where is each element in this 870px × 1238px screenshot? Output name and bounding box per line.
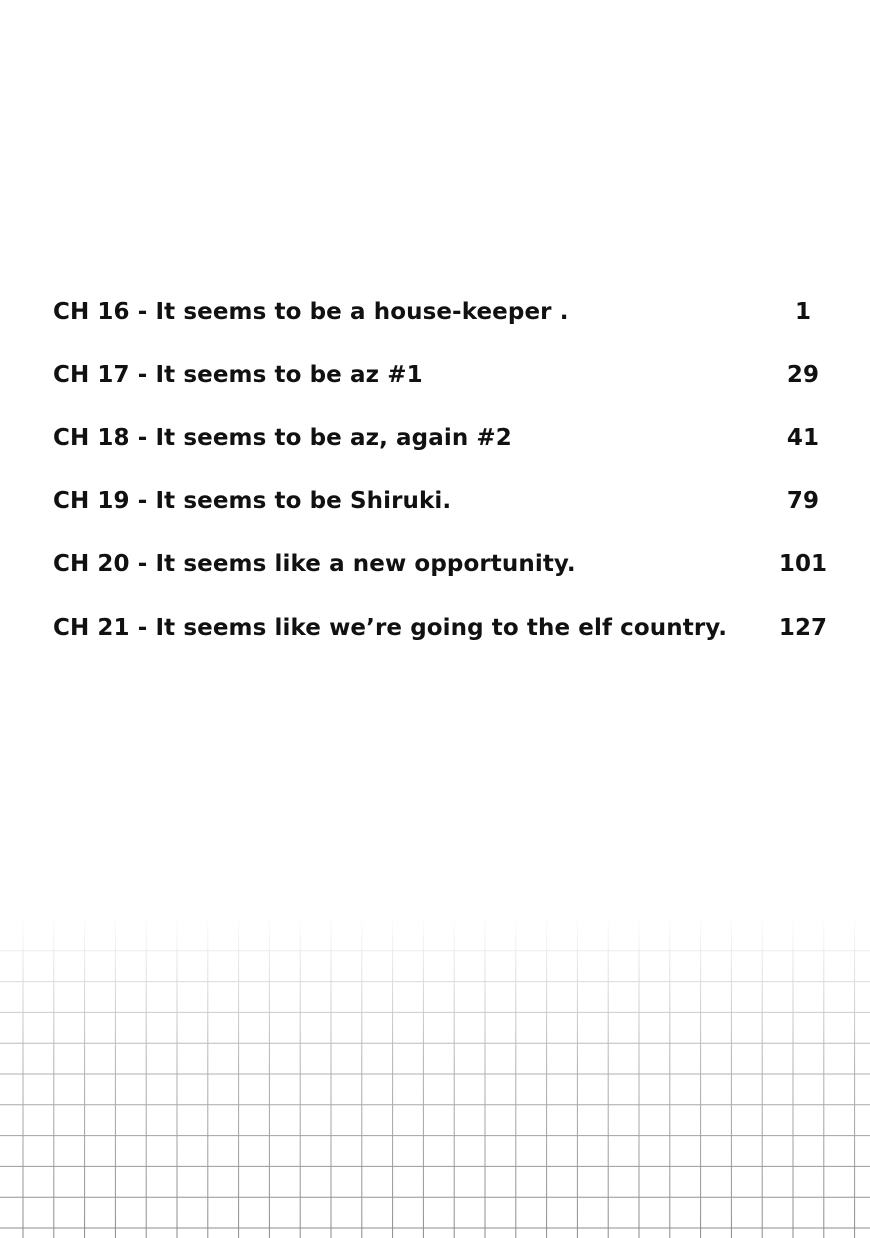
toc-entry-ch21	[53, 608, 833, 648]
toc-entry-page: 1	[794, 299, 812, 325]
toc-entry-page: 127	[778, 615, 828, 641]
toc-entry-ch18	[53, 418, 833, 458]
grid-pattern-decoration	[0, 915, 870, 1238]
toc-entry-title: CH 17 - It seems to be az #1	[53, 362, 423, 388]
toc-entry-title: CH 19 - It seems to be Shiruki.	[53, 488, 452, 514]
toc-entry-title: CH 16 - It seems to be a house-keeper .	[53, 299, 569, 325]
toc-entry-ch16	[53, 292, 833, 332]
toc-entry-title: CH 20 - It seems like a new opportunity.	[53, 551, 576, 577]
grid-pattern-svg	[0, 915, 870, 1238]
toc-entry-ch19	[53, 481, 833, 521]
toc-entry-title: CH 21 - It seems like we’re going to the elf country.	[53, 615, 728, 641]
toc-entry-title: CH 18 - It seems to be az, again #2	[53, 425, 512, 451]
toc-entry-ch20	[53, 544, 833, 584]
toc-entry-page: 101	[778, 551, 828, 577]
toc-entry-page: 79	[786, 488, 820, 514]
toc-entry-ch17	[53, 355, 833, 395]
toc-entry-page: 29	[786, 362, 820, 388]
toc-entry-page: 41	[786, 425, 820, 451]
